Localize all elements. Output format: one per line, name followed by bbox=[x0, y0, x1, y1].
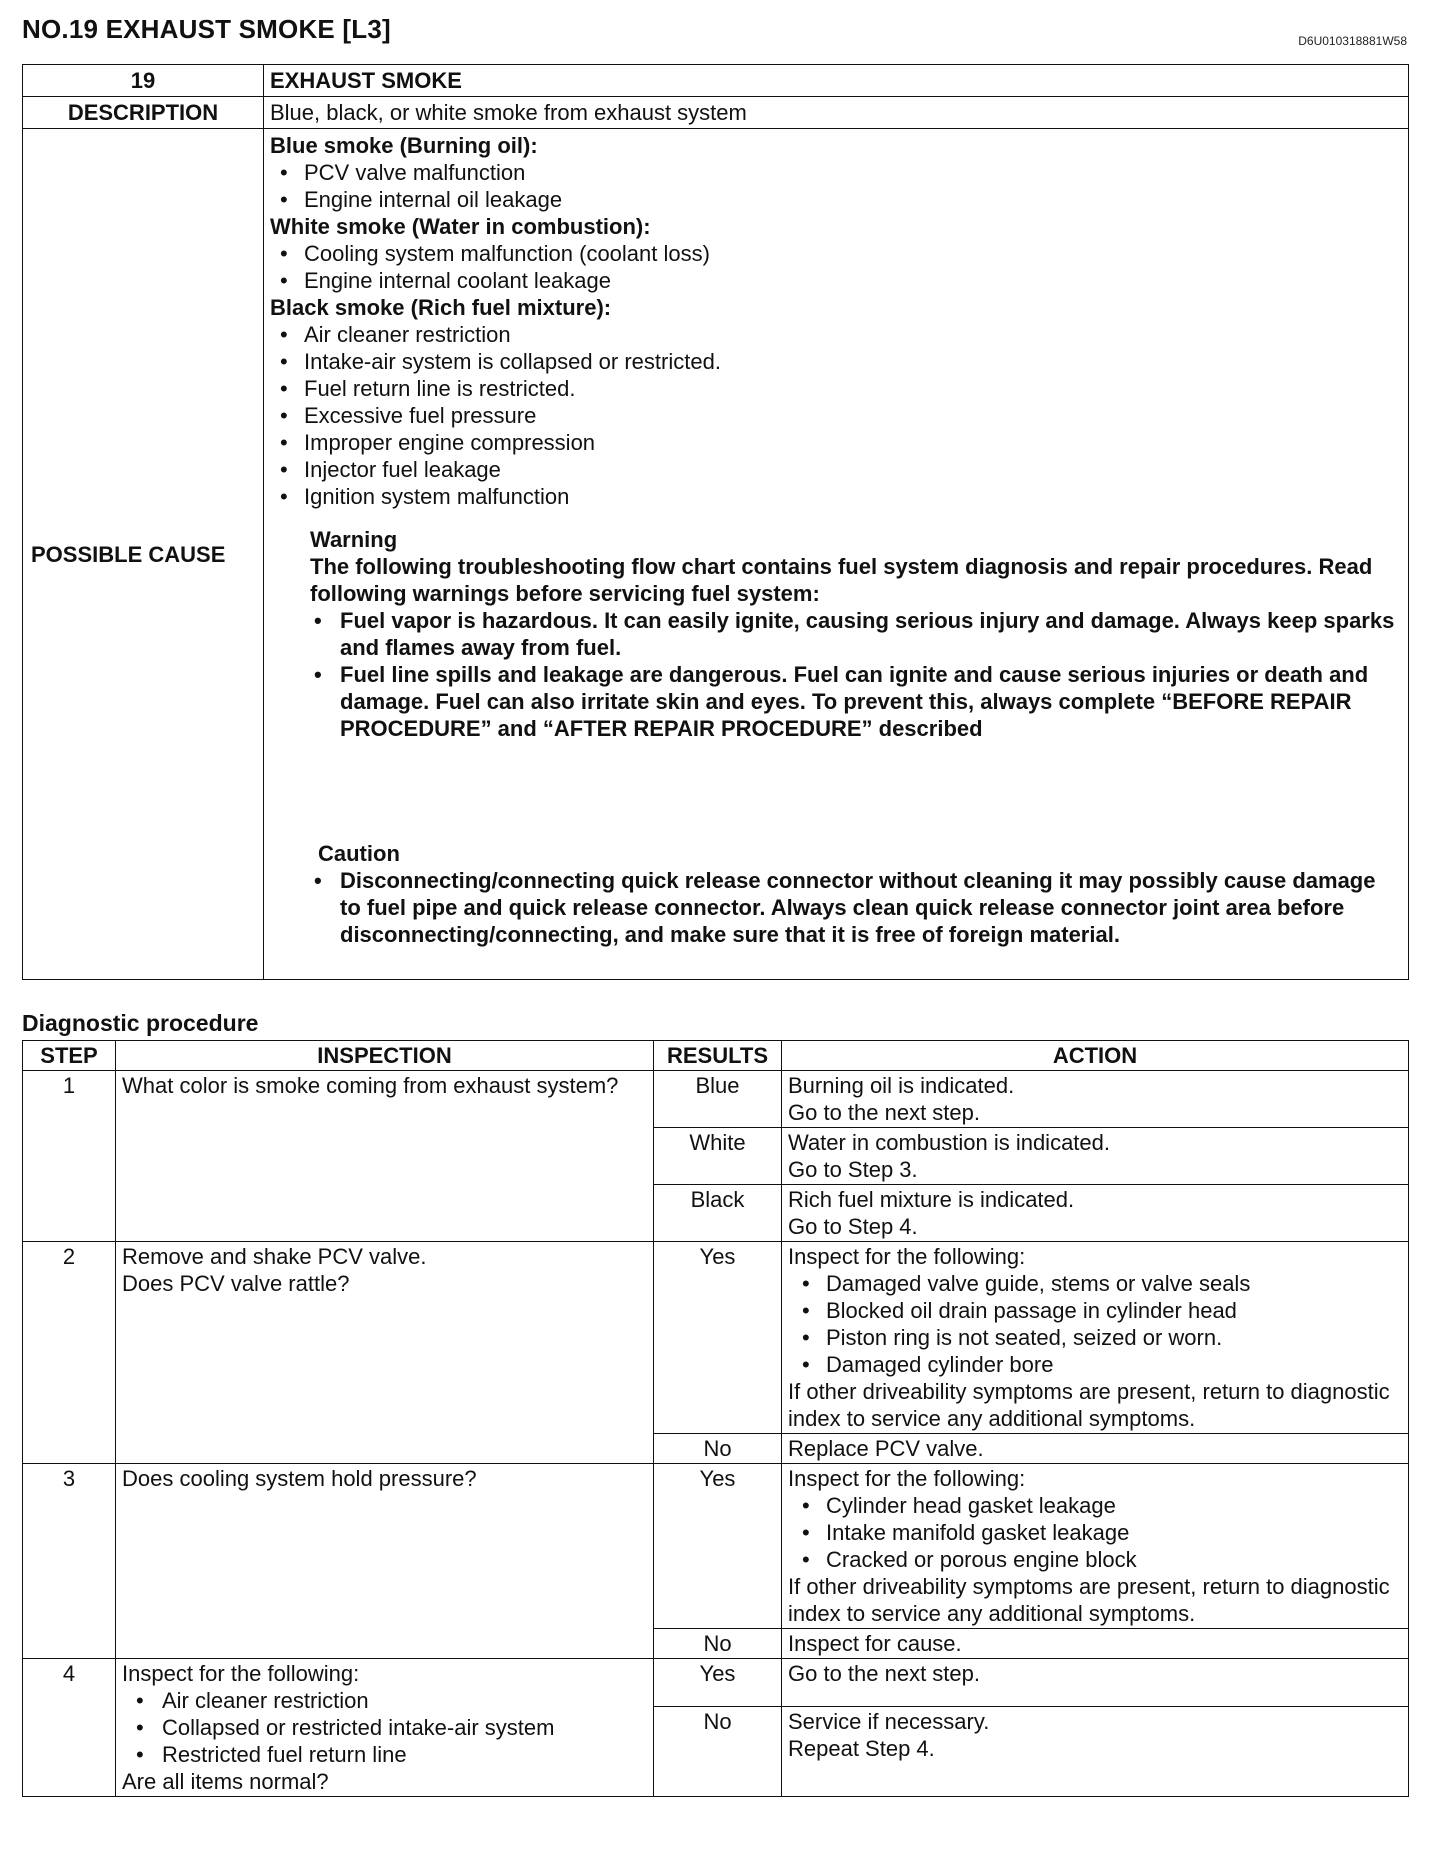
action-text: Service if necessary. bbox=[788, 1708, 990, 1734]
list-item: • Engine internal coolant leakage bbox=[270, 267, 1402, 294]
inspection-cell: Does cooling system hold pressure? bbox=[116, 1464, 654, 1659]
list-item: • Piston ring is not seated, seized or worn. bbox=[788, 1324, 1402, 1351]
list-item: • Cracked or porous engine block bbox=[788, 1546, 1402, 1573]
action-text: Inspect for the following: bbox=[788, 1244, 1026, 1269]
result-cell: No bbox=[654, 1434, 782, 1464]
list-item: • PCV valve malfunction bbox=[270, 159, 1402, 186]
list-item: • Ignition system malfunction bbox=[270, 483, 1402, 510]
result-cell: White bbox=[654, 1128, 782, 1185]
inspection-list bbox=[122, 1687, 647, 1768]
possible-cause-content bbox=[264, 129, 1409, 980]
result-cell: Blue bbox=[654, 1071, 782, 1128]
cause-category-title: Black smoke (Rich fuel mixture): bbox=[270, 295, 612, 320]
action-cell: Inspect for cause. bbox=[782, 1629, 1409, 1659]
action-text: Inspect for the following: bbox=[788, 1466, 1026, 1491]
list-item: • Cylinder head gasket leakage bbox=[788, 1492, 1402, 1519]
diagnostic-procedure-title: Diagnostic procedure bbox=[22, 1010, 259, 1036]
possible-cause-label: POSSIBLE CAUSE bbox=[23, 129, 264, 980]
step-number: 2 bbox=[23, 1242, 116, 1464]
action-text: Rich fuel mixture is indicated. bbox=[788, 1187, 1075, 1212]
table-row bbox=[23, 1464, 1409, 1629]
action-cell bbox=[782, 1185, 1409, 1242]
list-item: • Restricted fuel return line bbox=[122, 1741, 647, 1768]
list-item: • Air cleaner restriction bbox=[122, 1687, 647, 1714]
cause-category-title: Blue smoke (Burning oil): bbox=[270, 133, 538, 158]
action-text: Go to Step 4. bbox=[788, 1214, 918, 1239]
result-cell: Yes bbox=[654, 1242, 782, 1434]
action-cell bbox=[782, 1128, 1409, 1185]
symptom-info-table bbox=[22, 64, 1409, 980]
list-item: • Blocked oil drain passage in cylinder head bbox=[788, 1297, 1402, 1324]
action-text: Go to the next step. bbox=[788, 1100, 981, 1125]
table-header-row bbox=[23, 1041, 1409, 1071]
action-text: Water in combustion is indicated. bbox=[788, 1130, 1110, 1155]
cause-list bbox=[270, 240, 1402, 294]
list-item: • Intake manifold gasket leakage bbox=[788, 1519, 1402, 1546]
inspection-text: Remove and shake PCV valve. bbox=[122, 1244, 427, 1269]
caution-title: Caution bbox=[318, 841, 400, 866]
result-cell: No bbox=[654, 1706, 782, 1796]
warning-intro: The following troubleshooting flow chart contains fuel system diagnosis and repair procedures. Read following warnings before servicing fuel system: bbox=[310, 554, 1373, 606]
list-item: • Fuel return line is restricted. bbox=[270, 375, 1402, 402]
step-number: 1 bbox=[23, 1071, 116, 1242]
list-item: • Engine internal oil leakage bbox=[270, 186, 1402, 213]
possible-cause-row bbox=[23, 129, 1409, 980]
list-item: • Excessive fuel pressure bbox=[270, 402, 1402, 429]
table-row bbox=[23, 1659, 1409, 1707]
warning-list bbox=[310, 607, 1402, 742]
action-text: Repeat Step 4. bbox=[788, 1735, 935, 1761]
table-row bbox=[23, 1071, 1409, 1128]
page-title: NO.19 EXHAUST SMOKE [L3] bbox=[22, 14, 391, 44]
list-item: • Collapsed or restricted intake-air system bbox=[122, 1714, 647, 1741]
action-cell bbox=[782, 1464, 1409, 1629]
diagnostic-table bbox=[22, 1040, 1409, 1797]
inspection-question: Are all items normal? bbox=[122, 1769, 329, 1794]
list-item: • Fuel line spills and leakage are dangerous. Fuel can ignite and cause serious injuries or death and damage. Fuel can also irritate skin and eyes. To prevent this, always complete “BEFORE REPAIR PROCEDURE” and “AFTER REPAIR PROCEDURE” described bbox=[310, 661, 1402, 742]
inspection-text: Does PCV valve rattle? bbox=[122, 1271, 350, 1296]
cause-list bbox=[270, 159, 1402, 213]
table-row bbox=[23, 1242, 1409, 1434]
action-cell bbox=[782, 1071, 1409, 1128]
list-item: • Fuel vapor is hazardous. It can easily ignite, causing serious injury and damage. Always keep sparks and flames away from fuel. bbox=[310, 607, 1402, 661]
list-item: • Improper engine compression bbox=[270, 429, 1402, 456]
caution-list bbox=[310, 867, 1402, 948]
inspection-cell bbox=[116, 1242, 654, 1464]
result-cell: Yes bbox=[654, 1659, 782, 1707]
action-text: Go to Step 3. bbox=[788, 1157, 918, 1182]
symptom-number: 19 bbox=[23, 65, 264, 97]
result-cell: Yes bbox=[654, 1464, 782, 1629]
result-cell: Black bbox=[654, 1185, 782, 1242]
cause-list bbox=[270, 321, 1402, 510]
description-row bbox=[23, 97, 1409, 129]
caution-block bbox=[270, 840, 1402, 948]
action-note: If other driveability symptoms are present, return to diagnostic index to service any additional symptoms. bbox=[788, 1574, 1390, 1626]
column-header-action: ACTION bbox=[782, 1041, 1409, 1071]
action-text: Burning oil is indicated. bbox=[788, 1073, 1015, 1098]
description-text: Blue, black, or white smoke from exhaust system bbox=[264, 97, 1409, 129]
action-note: If other driveability symptoms are present, return to diagnostic index to service any additional symptoms. bbox=[788, 1379, 1390, 1431]
list-item: • Air cleaner restriction bbox=[270, 321, 1402, 348]
step-number: 3 bbox=[23, 1464, 116, 1659]
step-number: 4 bbox=[23, 1659, 116, 1797]
info-header-row bbox=[23, 65, 1409, 97]
document-code: D6U010318881W58 bbox=[1298, 34, 1407, 48]
action-cell bbox=[782, 1242, 1409, 1434]
action-cell bbox=[782, 1706, 1409, 1796]
action-cell: Replace PCV valve. bbox=[782, 1434, 1409, 1464]
description-label: DESCRIPTION bbox=[23, 97, 264, 129]
inspection-text: Inspect for the following: bbox=[122, 1661, 360, 1686]
list-item: • Disconnecting/connecting quick release connector without cleaning it may possibly cause damage to fuel pipe and quick release connector. Always clean quick release connector joint area before disconnecting/connecting, and make sure that it is free of foreign material. bbox=[310, 867, 1402, 948]
action-list bbox=[788, 1270, 1402, 1378]
warning-title: Warning bbox=[310, 527, 398, 552]
inspection-cell: What color is smoke coming from exhaust system? bbox=[116, 1071, 654, 1242]
column-header-inspection: INSPECTION bbox=[116, 1041, 654, 1071]
symptom-heading: EXHAUST SMOKE bbox=[264, 65, 1409, 97]
list-item: • Injector fuel leakage bbox=[270, 456, 1402, 483]
column-header-step: STEP bbox=[23, 1041, 116, 1071]
warning-block bbox=[270, 526, 1402, 742]
inspection-cell bbox=[116, 1659, 654, 1797]
list-item: • Cooling system malfunction (coolant loss) bbox=[270, 240, 1402, 267]
action-list bbox=[788, 1492, 1402, 1573]
cause-category-title: White smoke (Water in combustion): bbox=[270, 214, 651, 239]
list-item: • Damaged valve guide, stems or valve seals bbox=[788, 1270, 1402, 1297]
result-cell: No bbox=[654, 1629, 782, 1659]
list-item: • Intake-air system is collapsed or restricted. bbox=[270, 348, 1402, 375]
list-item: • Damaged cylinder bore bbox=[788, 1351, 1402, 1378]
column-header-results: RESULTS bbox=[654, 1041, 782, 1071]
action-cell: Go to the next step. bbox=[782, 1659, 1409, 1707]
